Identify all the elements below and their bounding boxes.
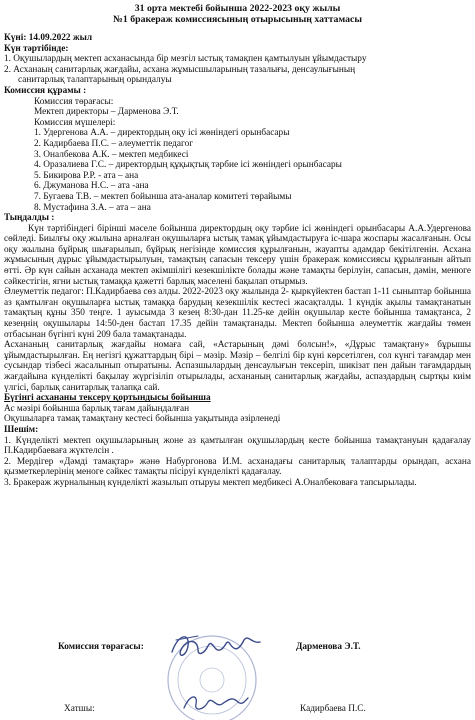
listened-paragraph-2: Әлеуметтік педагог: П.Кадирбаева сөз алды. 2022-2023 оқу жылында 2- қыркүйектен бастап 1-11 сыныптар бойынша аз қамтылған оқушыларға ыстық тамаққа барудың кезекшілік кестесі жасақталды. 1 күндік ақылы тамақтанатын тамақтың құны 350 теңге. 1 ауысымда 3 кезең 8:30-дан 11.25-ке дейін оқушылар кесте бойынша тамақтанса, 2 кезеңнің оқушылары 14:50-ден бастап 17.35 дейін тамақтанады. Мектеп бойынша әлеуметтік жағдайы төмен отбасынан бүгінгі күні 209 бала тамақтанады. xyxy=(4,287,471,340)
member-1: 1. Удергенова А.А. – директордың оқу ісі жөніндегі орынбасары xyxy=(34,128,290,139)
member-2: 2. Кадирбаева П.С. – әлеуметтік педагог xyxy=(34,138,194,149)
member-8: 8. Мустафина З.А. – ата – ана xyxy=(34,202,151,213)
agenda-item-2-cont: санитарлық талаптарының орындалуы xyxy=(18,75,172,86)
member-3: 3. Оналбекова А.К. – мектеп медбикесі xyxy=(34,149,189,160)
listened-paragraph-3: Асхананың санитарлық жағдайы номаға сай, «Астарының дәмі болсын!», «Дұрыс тамақтану» бұрышы ұйымдастырылған. Ең негізгі құжаттардың бірі – мәзір. Мәзір – белгілі бір күні көрсетілген, сол күнгі тағамдар мен сусындар тізбесі жасалынып отыратыны. Аспазшылардың денсаулығын тексеріп, шикізат пен дайын тағамдардың жағдайына күнделікті бақылау жүргізіліп отырылады, асхананың санитарлық жағдайы, аспаздардың сыртқы киім үлгісі, барлық санитарлық талапқа сай. xyxy=(4,340,471,393)
member-5: 5. Бикирова Р.Р. - ата – ана xyxy=(34,170,139,181)
commission-chair-label: Комиссия төрағасы: xyxy=(34,96,114,107)
commission-members-label: Комиссия мүшелері: xyxy=(34,117,116,128)
secretary-signature-label: Хатшы: xyxy=(64,704,95,714)
secretary-signature-name: Кадирбаева П.С. xyxy=(300,704,366,714)
decision-item-3: 3. Бракераж журналының күнделікті жазылып отыруы мектеп медбикесі А.Оналбековаға тапсырылады. xyxy=(4,477,417,488)
member-7: 7. Бугаева Т.В. – мектеп бойынша ата-аналар комитеті төрайымы xyxy=(34,191,292,202)
doc-title-line1: 31 орта мектебі бойынша 2022-2023 оқу жылы xyxy=(134,3,341,14)
agenda-label: Күн тәртібінде: xyxy=(4,43,69,54)
commission-chair: Мектеп директоры – Дарменова Э.Т. xyxy=(34,107,179,118)
check-label: Бүгінгі асхананы тексеру қортындысы бойынша xyxy=(4,393,211,404)
listened-label: Тыңдалды : xyxy=(4,213,55,224)
chair-signature-label: Комиссия төрағасы: xyxy=(58,642,144,652)
secretary-handwritten-signature xyxy=(180,690,250,716)
agenda-item-2: 2. Асханаың санитарлық жағдайы, асхана жұмысшыларының тазалығы, денсаулығының xyxy=(4,64,356,75)
decision-label: Шешім: xyxy=(4,424,39,435)
check-line-1: Ас мәзірі бойынша барлық тағам дайындалған xyxy=(4,403,190,414)
doc-title-line2: №1 бракераж комиссиясының отырысының хаттамасы xyxy=(113,14,362,25)
listened-paragraph-1: Күн тәртібіндегі бірінші мәселе бойынша директордың оқу тәрбие ісі жөніндегі орынбасары А.А.Удергенова сөйледі. Биылғы оқу жылына арналған оқушыларға ыстық тамақ ұйымдастыруға іс-шара жоспары жасалғанын. Осы оқу жылына бұйрық шығарылып, бұйрық негізінде комиссия құрылғанын, жауапты адамдар бекітілгенін. Асхана жұмысының дұрыс ұйымдастырылуын, тамақтың сапасын тексеру үшін бракераж комиссиясы құрылғанын айтып өтті. Әр күн сайын асханада мектеп әкімшілігі кезекшілікте болады және тамақты берілуін, сапасын, дәмін, менюге сәйкестігін, ягни ыстық тамаққа қажетті барлық мәселені бақылап отырмыз. xyxy=(4,223,471,287)
meeting-date: Күні: 14.09.2022 жыл xyxy=(4,33,93,43)
member-4: 4. Оразалиева Г.С. – директордың құқықтық тәрбие ісі жөніндегі орынбасары xyxy=(34,160,342,171)
decision-item-2: 2. Мердігер «Дәмді тамақтар» жәнө Набургонова И.М. асханадағы санитарлық талаптарды орындап, асхана қызметкерлерінің меноге сәйкес тамақты пісіруі күнделікті қадағалау. xyxy=(4,456,471,478)
decision-item-1: 1. Күнделікті мектеп оқушыларының жоне аз қамтылған оқушылардың кесте бойынша тамақтануын қадағалау П.Кадирбаеваға жүктелсін . xyxy=(4,435,471,457)
chair-handwritten-signature xyxy=(168,628,268,664)
chair-signature-name: Дарменова Э.Т. xyxy=(296,642,361,652)
commission-label: Комиссия құрамы : xyxy=(4,85,87,96)
member-6: 6. Джуманова Н.С. – ата -ана xyxy=(34,181,149,192)
check-line-2: Оқушыларға тамақ тамақтану кестесі бойынша уақытында әзірленеді xyxy=(4,414,281,425)
agenda-item-1: 1. Оқушылардың мектеп асханасында бір мезгіл ыстық тамақпен қамтылуын ұйымдастыру xyxy=(4,54,367,65)
